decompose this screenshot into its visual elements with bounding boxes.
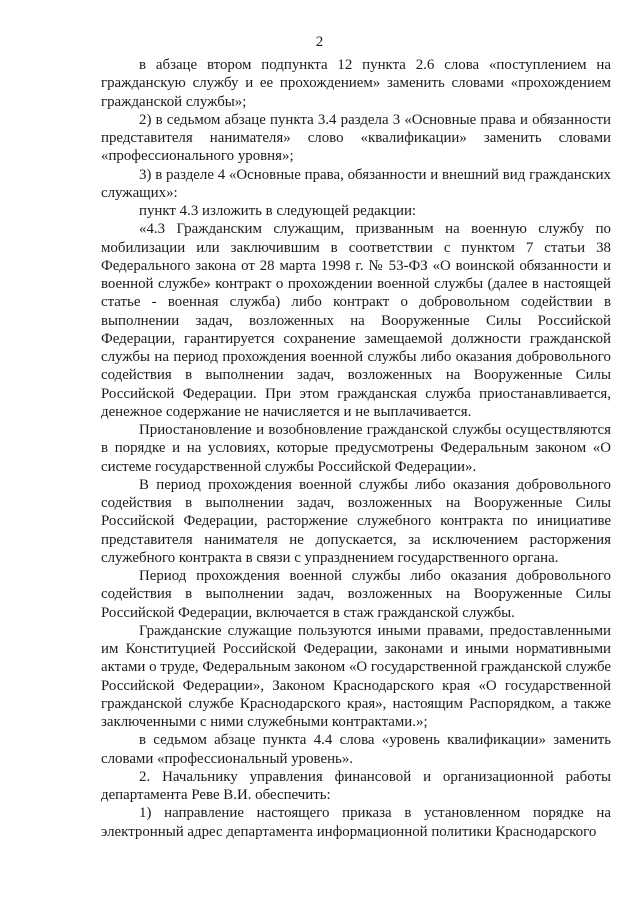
paragraph-amend-3-4: 2) в седьмом абзаце пункта 3.4 раздела 3 «Основные права и обязанности представителя нанимателя» слово «квалификации» заменить словами «профессионального уровня»; <box>101 111 611 165</box>
paragraph-item-2: 2. Начальнику управления финансовой и организационной работы департамента Реве В.И. обеспечить: <box>101 768 611 803</box>
paragraph-service-period: Период прохождения военной службы либо оказания добровольного содействия в выполнении задач, возложенных на Вооруженные Силы Российской Федерации, включается в стаж гражданской службы. <box>101 568 611 621</box>
paragraph-amend-4-4: в седьмом абзаце пункта 4.4 слова «уровень квалификации» заменить словами «профессиональный уровень». <box>101 732 611 767</box>
paragraph-other-rights: Гражданские служащие пользуются иными правами, предоставленными им Конституцией Российской Федерации, законами и иными нормативными актами о труде, Федеральным законом «О государственной гражданской службе Российской Федерации», Законом Краснодарского края «О государственной гражданской службе Краснодарского края», настоящим Распорядком, а также заключенными с ними служебными контрактами.»; <box>101 622 611 730</box>
paragraph-section-4-heading: 3) в разделе 4 «Основные права, обязанности и внешний вид гражданских служащих»: <box>101 166 611 201</box>
paragraph-suspension: Приостановление и возобновление гражданской службы осуществляются в порядке и на условиях, которые предусмотрены Федеральным законом «О системе государственной службы Российской Федерации». <box>101 422 611 475</box>
paragraph-item-4-3-intro: пункт 4.3 изложить в следующей редакции: <box>139 203 417 219</box>
paragraph-contract-termination: В период прохождения военной службы либо оказания добровольного содействия в выполнении задач, возложенных на Вооруженные Силы Российской Федерации, расторжение служебного контракта по инициативе представителя нанимателя не допускается, за исключением расторжения служебного контракта в связи с упразднением государственного органа. <box>101 476 611 566</box>
paragraph-amend-2-6: в абзаце втором подпункта 12 пункта 2.6 слова «поступлением на гражданскую службу и ее прохождением» заменить словами «прохождением гражданской службы»; <box>101 57 611 110</box>
page-number: 2 <box>315 34 324 50</box>
paragraph-item-2-1: 1) направление настоящего приказа в установленном порядке на электронный адрес департамента информационной политики Краснодарского <box>101 805 611 840</box>
paragraph-item-4-3-text: «4.3 Гражданским служащим, призванным на военную службу по мобилизации или заключившим в соответствии с пунктом 7 статьи 38 Федерального закона от 28 марта 1998 г. № 53-ФЗ «О воинской обязанности и военной службе» контракт о прохождении военной службы (далее в настоящей статье - военная служба) либо контракт о добровольном содействии в выполнении задач, возложенных на Вооруженные Силы Российской Федерации, гарантируется сохранение замещаемой должности гражданской службы на период прохождения военной службы либо оказания добровольного содействия в выполнении задач, возложенных на Вооруженные Силы Российской Федерации. При этом гражданская служба приостанавливается, денежное содержание не начисляется и не выплачивается. <box>101 221 611 420</box>
document-body <box>101 56 611 841</box>
